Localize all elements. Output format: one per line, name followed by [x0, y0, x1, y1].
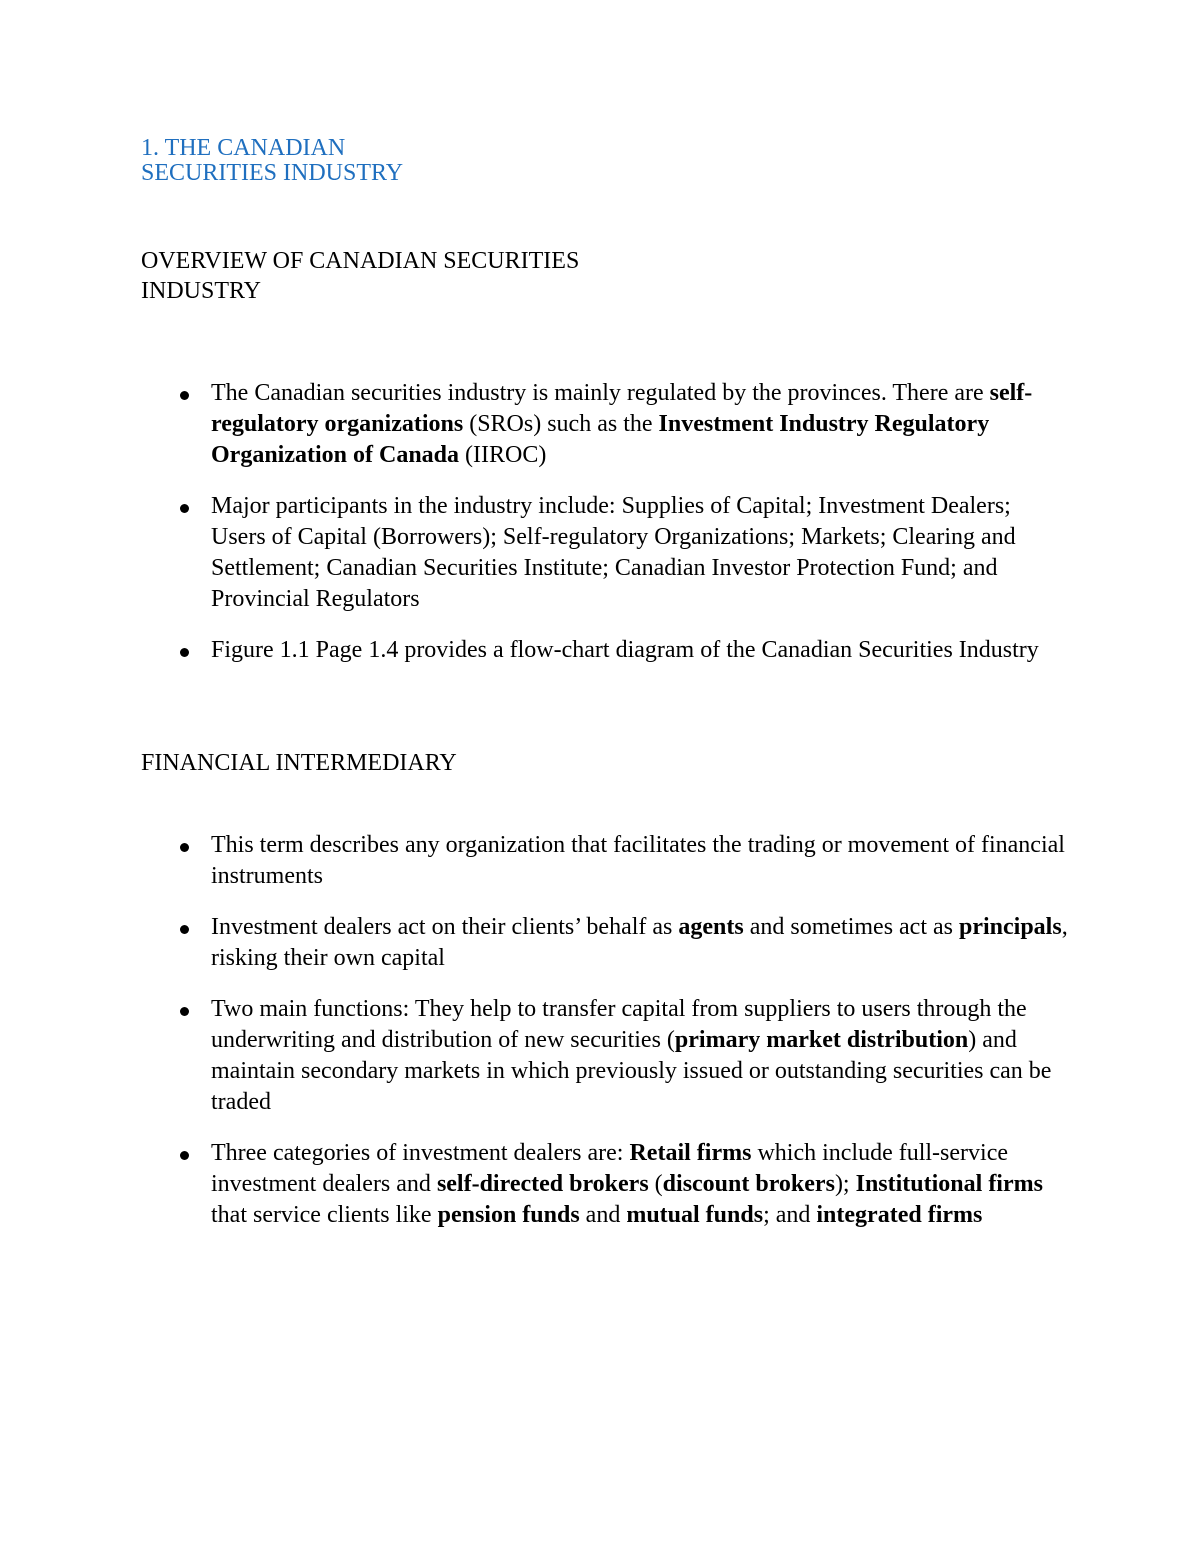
text-run: and sometimes act as: [743, 914, 959, 940]
bullet-text: [211, 996, 1051, 1115]
bullet-dot-icon: [180, 925, 189, 934]
bullet-dot-icon: [180, 504, 189, 513]
bullet-text: [211, 493, 1016, 612]
section-heading-line-1: OVERVIEW OF CANADIAN SECURITIES: [141, 248, 580, 274]
text-run: Two main functions: They help to transfer capital from suppliers to users through the underwriting and distribution of new securities (: [211, 996, 1027, 1053]
text-run: (: [648, 1171, 663, 1197]
text-run: and: [579, 1202, 627, 1228]
text-run: (IIROC): [459, 442, 547, 468]
text-run: Figure 1.1 Page 1.4 provides a flow-chart diagram of the Canadian Securities Industry: [211, 637, 1039, 663]
bullet-dot-icon: [180, 391, 189, 400]
bullet-dot-icon: [180, 648, 189, 657]
bullet-dot-icon: [180, 843, 189, 852]
text-run: (SROs) such as the: [463, 411, 659, 437]
section-heading-financial-intermediary: [141, 748, 457, 778]
bullet-item: [0, 994, 1200, 1118]
text-run: Investment dealers act on their clients’ behalf as: [211, 914, 679, 940]
bullet-item: [0, 635, 1200, 666]
bold-term: discount brokers: [662, 1171, 835, 1197]
bullet-text: [211, 1140, 1043, 1228]
bullet-item: [0, 1138, 1200, 1231]
bold-term: primary market distribution: [674, 1027, 969, 1053]
bullet-text: [211, 832, 1065, 889]
bold-term: agents: [678, 914, 744, 940]
bullet-item: [0, 912, 1200, 974]
bold-term: Investment Industry Regulatory Organization of Canada: [211, 411, 990, 468]
bold-term: Retail firms: [629, 1140, 752, 1166]
bullet-dot-icon: [180, 1007, 189, 1016]
bullet-list-financial-intermediary: [0, 830, 1200, 1251]
chapter-title-line-1: 1. THE CANADIAN: [141, 135, 346, 161]
bold-term: pension funds: [437, 1202, 580, 1228]
bold-term: self-regulatory organizations: [211, 380, 1033, 437]
bold-term: mutual funds: [626, 1202, 764, 1228]
bold-term: integrated firms: [816, 1202, 983, 1228]
text-run: which include full-service investment dealers and: [211, 1140, 1009, 1197]
chapter-title-line-2: SECURITIES INDUSTRY: [141, 160, 404, 186]
bullet-dot-icon: [180, 1151, 189, 1160]
section-heading-line-1: FINANCIAL INTERMEDIARY: [141, 750, 457, 776]
text-run: , risking their own capital: [211, 914, 1068, 971]
text-run: This term describes any organization that facilitates the trading or movement of financial instruments: [211, 832, 1065, 889]
bullet-item: [0, 378, 1200, 471]
text-run: ; and: [763, 1202, 817, 1228]
text-run: The Canadian securities industry is mainly regulated by the provinces. There are: [211, 380, 990, 406]
text-run: Major participants in the industry include: Supplies of Capital; Investment Dealers; Users of Capital (Borrowers); Self-regulatory Organizations; Markets; Clearing and Settlement; Canadian Securities Institute; Canadian Investor Protection Fund; and Provincial Regulators: [211, 493, 1016, 612]
bold-term: Institutional firms: [855, 1171, 1043, 1197]
text-run: ) and maintain secondary markets in which previously issued or outstanding securities can be traded: [211, 1027, 1052, 1115]
section-heading-line-2: INDUSTRY: [141, 278, 262, 304]
bold-term: principals: [959, 914, 1062, 940]
text-run: Three categories of investment dealers are:: [211, 1140, 630, 1166]
bullet-text: [211, 380, 1032, 468]
bullet-item: [0, 491, 1200, 615]
chapter-title: [141, 136, 403, 186]
text-run: );: [834, 1171, 856, 1197]
bullet-text: [211, 914, 1068, 971]
section-heading-overview: [141, 246, 579, 306]
bullet-item: [0, 830, 1200, 892]
bold-term: self-directed brokers: [436, 1171, 649, 1197]
bullet-text: [211, 637, 1039, 663]
text-run: that service clients like: [211, 1202, 438, 1228]
bullet-list-overview: [0, 378, 1200, 686]
